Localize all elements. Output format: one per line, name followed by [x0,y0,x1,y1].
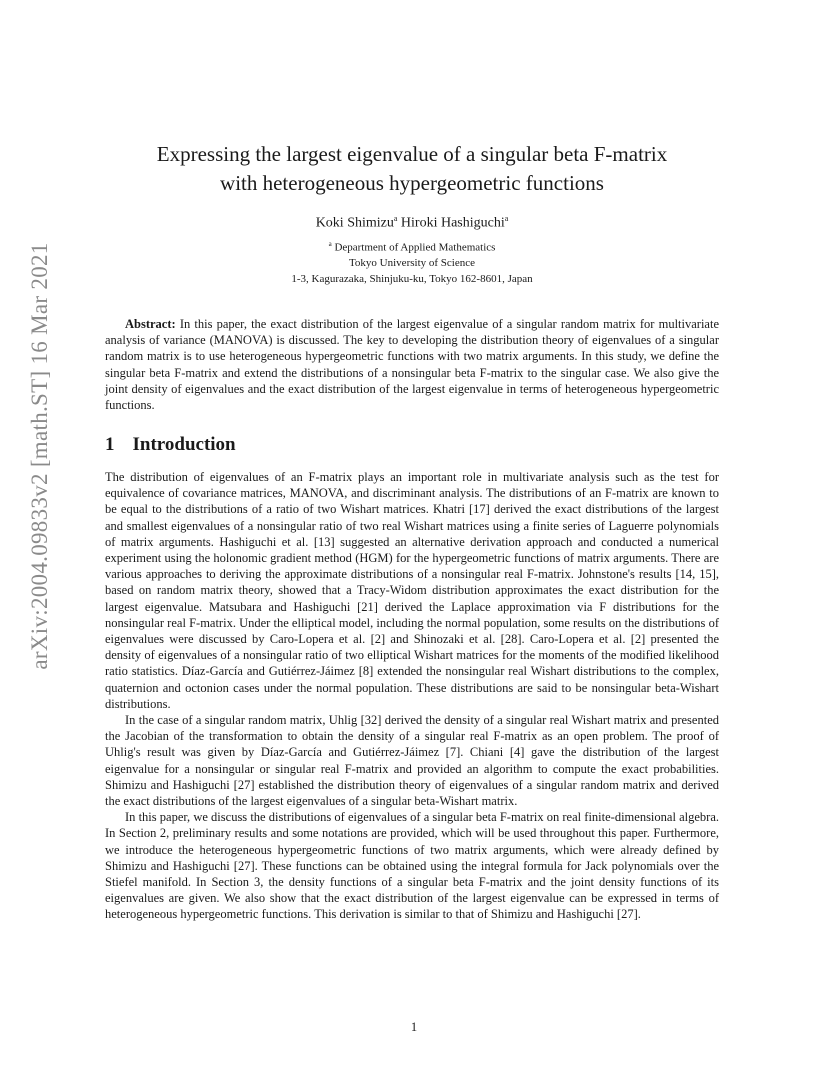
paragraph: In the case of a singular random matrix, Uhlig [32] derived the density of a singular real Wishart matrix and presented the Jacobian of the transformation to obtain the density of a singular real F-matrix as an open problem. The proof of Uhlig's result was given by Díaz-García and Gutiérrez-Jáimez [7]. Chiani [4] gave the distribution of the largest eigenvalue for a nonsingular or singular real F-matrix and provided an algorithm to compute the exact probabilities. Shimizu and Hashiguchi [27] established the distribution theory of eigenvalues of a singular random matrix and derived the exact distributions of the largest eigenvalues of a singular beta-Wishart matrix. [105,713,719,809]
paragraph: The distribution of eigenvalues of an F-matrix plays an important role in multivariate analysis such as the test for equivalence of covariance matrices, MANOVA, and discriminant analysis. The distributions of an F-matrix are known to be equal to the distributions of a ratio of two Wishart matrices. Khatri [17] derived the exact distributions of the largest and smallest eigenvalues of a nonsingular ratio of two real Wishart matrices using a finite series of Laguerre polynomials of matrix arguments. Hashiguchi et al. [13] suggested an alternative derivation approach and conducted a numerical experiment using the holonomic gradient method (HGM) for the hypergeometric functions of matrix arguments. There are various approaches to deriving the approximate distributions of a nonsingular real F-matrix. Johnstone's results [14, 15], based on random matrix theory, showed that a Tracy-Widom distribution approximates the exact distribution for the largest eigenvalue. Matsubara and Hashiguchi [21] derived the Laplace approximation via F distributions for the nonsingular real F-matrix. Under the elliptical model, including the normal population, some results on the distributions of eigenvalues were discussed by Caro-Lopera et al. [2] and Shinozaki et al. [28]. Caro-Lopera et al. [2] presented the density of eigenvalues of a nonsingular ratio of two elliptical Wishart matrices for the moments of the modified likelihood ratio statistics. Díaz-García and Gutiérrez-Jáimez [8] extended the nonsingular real Wishart distributions to the complex, quaternion and octonion cases under the normal population. These distributions are said to be nonsingular beta-Wishart distributions. [105,470,719,711]
section-heading [105,434,236,456]
abstract-label: Abstract: [125,317,176,331]
affiliation-mark: a [504,214,509,223]
affiliation-university: Tokyo University of Science [348,257,475,270]
author-name: Koki Shimizu [315,215,394,231]
author-name: Hiroki Hashiguchi [400,215,505,231]
affiliation-address: 1-3, Kagurazaka, Shinjuku-ku, Tokyo 162-8601, Japan [291,272,533,285]
arxiv-identifier-text: arXiv:2004.09833v2 [math.ST] 16 Mar 2021 [27,242,52,670]
introduction-body [105,469,719,923]
paragraph: In this paper, we discuss the distributions of eigenvalues of a singular beta F-matrix on real finite-dimensional algebra. In Section 2, preliminary results and some notations are provided, which will be used throughout this paper. Furthermore, we introduce the heterogeneous hypergeometric functions of two matrix arguments, which were already defined by Shimizu and Hashiguchi [27]. These functions can be obtained using the integral formula for Jack polynomials over the Stiefel manifold. In Section 3, the density functions of a singular beta F-matrix and the joint density functions of its eigenvalues are given. We also show that the exact distribution of the largest eigenvalue can be expressed in terms of heterogeneous hypergeometric functions. This derivation is similar to that of Shimizu and Hashiguchi [27]. [105,810,719,922]
title-line-2: with heterogeneous hypergeometric functions [220,171,604,195]
paper-title [105,140,719,198]
section-title: Introduction [132,434,236,455]
abstract [105,316,719,413]
title-line-1: Expressing the largest eigenvalue of a singular beta F-matrix [156,142,668,166]
section-number: 1 [105,434,115,455]
page-number: 1 [410,1020,418,1034]
affiliation-department: Department of Applied Mathematics [334,241,496,254]
author-list [105,214,719,232]
affiliation-mark: a [393,214,398,223]
abstract-text: In this paper, the exact distribution of the largest eigenvalue of a singular random matrix for multivariate analysis of variance (MANOVA) is discussed. The key to developing the distribution theory of eigenvalues of a singular random matrix is to use heterogeneous hypergeometric functions with two matrix arguments. In this study, we define the singular beta F-matrix and extend the distributions of a nonsingular beta F-matrix to the singular case. We also give the joint density of eigenvalues and the exact distribution of the largest eigenvalue in terms of heterogeneous hypergeometric functions. [105,317,719,413]
affiliation-mark: a [328,240,332,248]
affiliation-block [105,237,719,287]
